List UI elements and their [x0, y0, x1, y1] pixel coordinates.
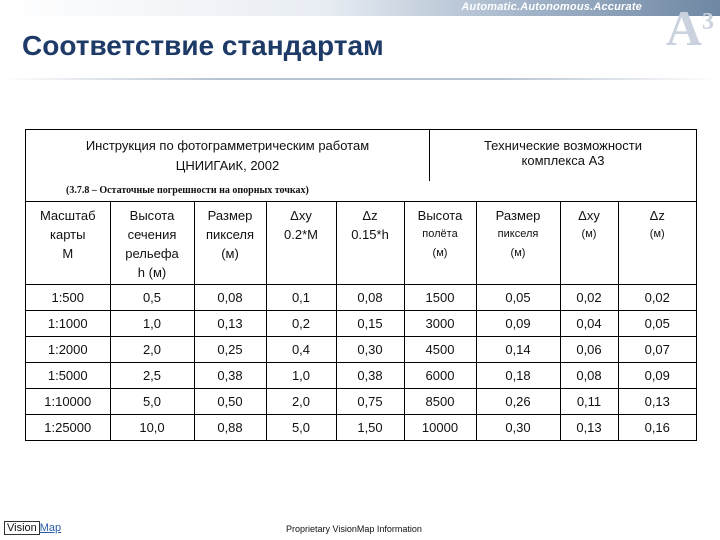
column-header-line: Δxy — [290, 208, 312, 223]
table-cell: 0,16 — [618, 415, 696, 441]
logo-vision: Vision — [4, 521, 40, 535]
column-header-line: пикселя — [497, 228, 539, 240]
column-header-row — [26, 202, 696, 285]
page-title: Соответствие стандартам — [22, 30, 384, 61]
table-cell: 0,05 — [476, 285, 560, 311]
table-cell: 4500 — [404, 337, 476, 363]
table-cell: 1,50 — [336, 415, 404, 441]
table-cell: 10,0 — [110, 415, 194, 441]
table-cell: 1:500 — [26, 285, 110, 311]
column-header — [110, 202, 194, 285]
column-header-line: М — [62, 246, 74, 261]
table-cell: 1,0 — [266, 363, 336, 389]
table-cell: 6000 — [404, 363, 476, 389]
group-header-standard-line2: ЦНИИГАиК, 2002 — [175, 158, 280, 173]
group-header-capabilities — [430, 130, 696, 181]
column-header-line: Δz — [649, 208, 665, 223]
column-header-line: карты — [50, 227, 86, 242]
table-cell: 0,05 — [618, 311, 696, 337]
group-header-capabilities-line1: Технические возможности — [483, 138, 643, 153]
column-header-line: (м) — [510, 247, 526, 259]
table-row — [26, 337, 696, 363]
table-cell: 1:5000 — [26, 363, 110, 389]
table-cell: 0,15 — [336, 311, 404, 337]
table-row — [26, 311, 696, 337]
table-cell: 10000 — [404, 415, 476, 441]
column-header-line: Высота — [417, 208, 463, 223]
column-header — [266, 202, 336, 285]
table-cell: 0,2 — [266, 311, 336, 337]
table-cell: 0,30 — [476, 415, 560, 441]
column-header — [560, 202, 618, 285]
table-cell: 0,08 — [194, 285, 266, 311]
table-cell: 2,0 — [110, 337, 194, 363]
table-cell: 0,18 — [476, 363, 560, 389]
column-header-line: Масштаб — [39, 208, 96, 223]
table-cell: 0,02 — [560, 285, 618, 311]
column-header-line: полёта — [422, 228, 458, 240]
table-cell: 0,25 — [194, 337, 266, 363]
table-cell: 0,88 — [194, 415, 266, 441]
table-cell: 0,11 — [560, 389, 618, 415]
column-header — [194, 202, 266, 285]
table-row — [26, 363, 696, 389]
top-band — [0, 0, 720, 16]
group-header-capabilities-line2: комплекса А3 — [521, 153, 605, 168]
table-cell: 0,14 — [476, 337, 560, 363]
table-cell: 0,30 — [336, 337, 404, 363]
column-header-line: (м) — [432, 247, 448, 259]
logo-map: Map — [39, 522, 62, 534]
column-header-line: 0.15*h — [351, 227, 389, 242]
column-header — [404, 202, 476, 285]
table-cell: 5,0 — [110, 389, 194, 415]
table-cell: 0,75 — [336, 389, 404, 415]
tagline: Automatic.Autonomous.Accurate — [461, 1, 642, 13]
table-cell: 1:2000 — [26, 337, 110, 363]
table-cell: 0,13 — [618, 389, 696, 415]
table-cell: 1:10000 — [26, 389, 110, 415]
logo-superscript: 3 — [702, 9, 714, 35]
column-header-line: пикселя — [205, 227, 255, 242]
table-cell: 0,06 — [560, 337, 618, 363]
table-cell: 1500 — [404, 285, 476, 311]
visionmap-logo — [4, 522, 61, 534]
table-cell: 0,50 — [194, 389, 266, 415]
group-header-standard — [26, 130, 430, 181]
column-header — [26, 202, 110, 285]
column-header — [336, 202, 404, 285]
table-cell: 8500 — [404, 389, 476, 415]
table-cell: 1:25000 — [26, 415, 110, 441]
table-cell: 0,09 — [618, 363, 696, 389]
table-cell: 0,38 — [194, 363, 266, 389]
table-row — [26, 415, 696, 441]
table-cell: 2,5 — [110, 363, 194, 389]
group-header — [26, 130, 696, 181]
table-cell: 0,08 — [336, 285, 404, 311]
column-header-line: (м) — [649, 228, 665, 240]
column-header-line: Размер — [207, 208, 253, 223]
group-header-standard-line1: Инструкция по фотограмметрическим работам — [85, 138, 370, 153]
column-header-line: Размер — [495, 208, 541, 223]
table-cell: 0,08 — [560, 363, 618, 389]
column-header-line: Δz — [362, 208, 378, 223]
column-header — [618, 202, 696, 285]
column-header-line: h (м) — [137, 265, 167, 280]
table-cell: 1:1000 — [26, 311, 110, 337]
table-cell: 0,26 — [476, 389, 560, 415]
table-cell: 0,04 — [560, 311, 618, 337]
table-cell: 0,1 — [266, 285, 336, 311]
table-note: (3.7.8 – Остаточные погрешности на опорных точках) — [66, 185, 309, 196]
table-cell: 5,0 — [266, 415, 336, 441]
table-cell: 0,38 — [336, 363, 404, 389]
column-header-line: (м) — [221, 246, 239, 261]
table-cell: 1,0 — [110, 311, 194, 337]
table-row — [26, 389, 696, 415]
column-header — [476, 202, 560, 285]
table-cell: 2,0 — [266, 389, 336, 415]
table-cell: 3000 — [404, 311, 476, 337]
column-header-line: рельефа — [125, 246, 179, 261]
footer-text: Proprietary VisionMap Information — [286, 524, 422, 534]
table-cell: 0,13 — [194, 311, 266, 337]
table-row — [26, 285, 696, 311]
logo-letter: A — [665, 0, 702, 56]
column-header-line: сечения — [127, 227, 177, 242]
column-header-line: (м) — [581, 228, 597, 240]
table-cell: 0,09 — [476, 311, 560, 337]
standards-table — [25, 129, 697, 441]
title-divider — [0, 78, 720, 80]
data-table — [26, 201, 696, 440]
table-cell: 0,02 — [618, 285, 696, 311]
column-header-line: 0.2*M — [284, 227, 318, 242]
table-cell: 0,07 — [618, 337, 696, 363]
a3-logo — [666, 0, 714, 56]
column-header-line: Δxy — [578, 208, 600, 223]
table-cell: 0,5 — [110, 285, 194, 311]
table-cell: 0,4 — [266, 337, 336, 363]
table-cell: 0,13 — [560, 415, 618, 441]
column-header-line: Высота — [129, 208, 175, 223]
